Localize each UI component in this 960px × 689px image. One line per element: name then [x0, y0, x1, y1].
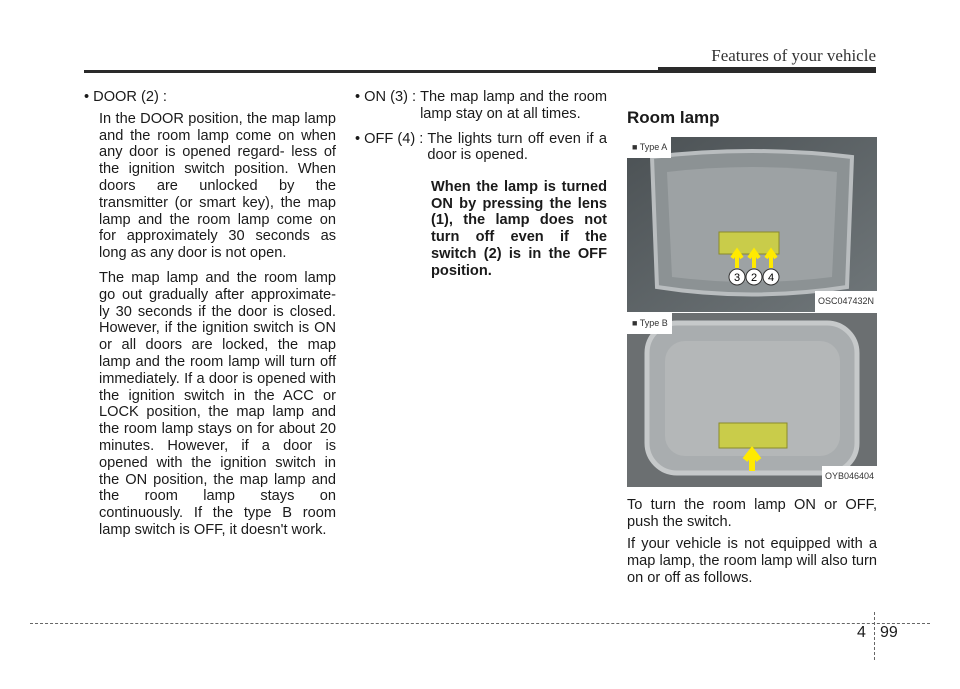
- page-header-title: Features of your vehicle: [711, 46, 876, 65]
- room-lamp-para-2: If your vehicle is not equipped with a map lamp, the room lamp will also turn on or off as follows.: [627, 536, 877, 586]
- lamp-note: When the lamp is turned ON by pressing the lens (1), the lamp does not turn off even if the switch (2) is in the OFF position.: [431, 178, 607, 279]
- on-mode-item: [355, 89, 607, 123]
- page-number-separator: [874, 612, 875, 660]
- off-mode-label: • OFF (4) :: [355, 130, 424, 147]
- type-b-label: ■ Type B: [627, 313, 672, 334]
- header-rule-accent: [658, 67, 876, 73]
- type-a-label: ■ Type A: [627, 137, 671, 158]
- room-lamp-photo-type-b: [627, 313, 877, 487]
- room-lamp-photo-type-a: [627, 137, 877, 312]
- room-lamp-para-1: To turn the room lamp ON or OFF, push the switch.: [627, 496, 877, 530]
- off-mode-desc: The lights turn off even if a door is opened.: [427, 130, 607, 164]
- door-paragraph-2: The map lamp and the room lamp go out gradually after approximate- ly 30 seconds if the door is closed. However, if the ignition switch is ON or all doors are locked, the map lamp and the room lamp will turn off immediately. If a door is opened with the ignition switch in the ACC or LOCK position, the map lamp and the room lamp stays on for about 20 minutes. However, if a door is opened with the ignition switch in the ON position, the map lamp and the room lamp stays on continuously. If the type B room lamp switch is OFF, it doesn't work.: [99, 269, 336, 538]
- on-mode-label: • ON (3) :: [355, 89, 417, 105]
- off-mode-item: [355, 131, 607, 165]
- callout-3: 3: [733, 271, 741, 284]
- door-bullet: • DOOR (2) :: [84, 89, 167, 105]
- chapter-number: 4: [857, 624, 866, 641]
- type-b-code: OYB046404: [822, 466, 877, 487]
- door-paragraph-1: In the DOOR position, the map lamp and the room lamp come on when any door is opened regard- less of the ignition switch position. When doors are unlocked by the transmitter (or smart key), the map lamp and the room lamp come on for approximately 30 seconds as long as any door is not open.: [99, 110, 336, 262]
- callout-4: 4: [767, 271, 775, 284]
- lamp-illustration-b: [627, 313, 877, 487]
- on-mode-desc: The map lamp and the room lamp stay on at all times.: [420, 89, 607, 122]
- header-rule: [84, 70, 658, 73]
- column-door: [84, 89, 336, 547]
- type-a-code: OSC047432N: [815, 291, 877, 312]
- column-modes: [355, 89, 607, 294]
- lamp-illustration-a: [627, 137, 877, 312]
- section-title: Room lamp: [627, 108, 720, 127]
- column-room-lamp: [627, 110, 877, 593]
- page-number: 99: [880, 624, 898, 641]
- footer-rule: [30, 623, 930, 624]
- callout-2: 2: [750, 271, 758, 284]
